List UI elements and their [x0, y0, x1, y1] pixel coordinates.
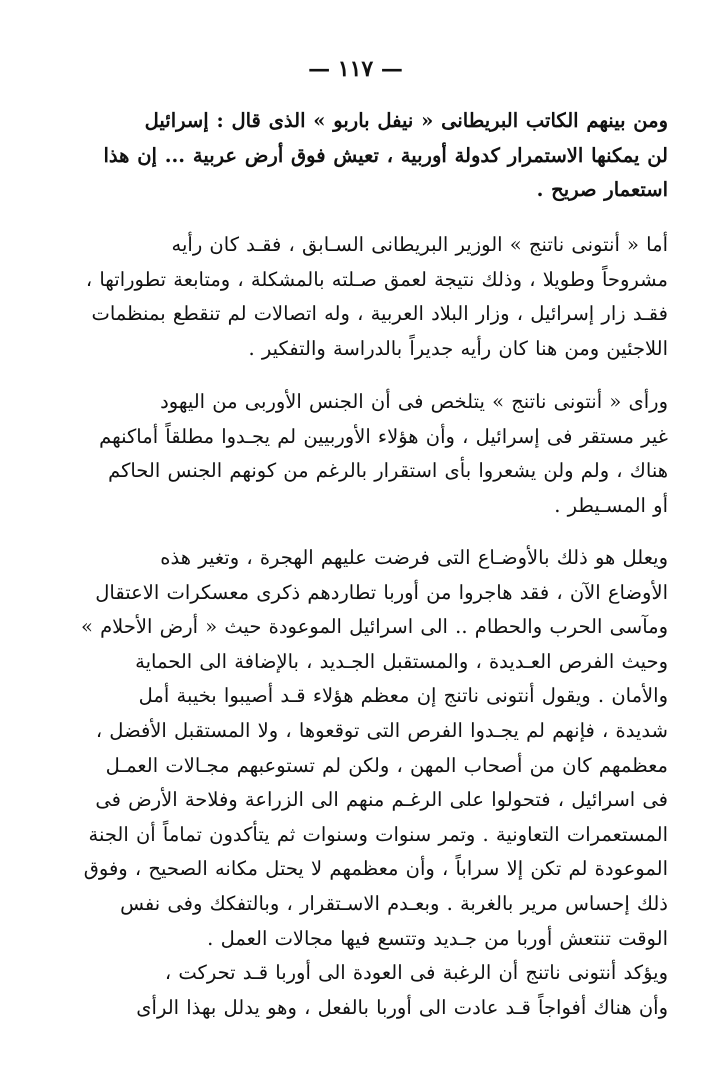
text-line: فى اسرائيل ، فتحولوا على الرغـم منهم الى الزراعة وفلاحة الأرض فى: [95, 788, 668, 812]
text-line: ويعلل هو ذلك بالأوضـاع التى فرضت عليهم الهجرة ، وتغير هذه: [160, 546, 668, 569]
paragraph-3: [40, 385, 668, 523]
text-line: ومآسى الحرب والحطام .. الى اسرائيل الموعودة حيث « أرض الأحلام »: [80, 615, 668, 639]
text-line: أو المسـيطر .: [554, 493, 668, 517]
paragraph-2: [40, 228, 668, 366]
text-line: معظمهم كان من أصحاب المهن ، ولكن لم تستوعبهم مجـالات العمـل: [105, 753, 668, 777]
paragraph-1: [40, 104, 668, 208]
text-line: اللاجئين ومن هنا كان رأيه جديراً بالدراسة والتفكير .: [248, 336, 668, 360]
text-line: ورأى « أنتونى ناتنج » يتلخص فى أن الجنس الأوربى من اليهود: [160, 390, 668, 413]
text-line: ويؤكد أنتونى ناتنج أن الرغبة فى العودة الى أوربا قـد تحركت ،: [164, 961, 668, 984]
page-number: — ١١٧ —: [308, 56, 403, 82]
text-line: الموعودة لم تكن إلا سراباً ، وأن معظمهم لا يحتل مكانه الصحيح ، وفوق: [83, 857, 668, 881]
text-line: فقـد زار إسرائيل ، وزار البلاد العربية ، وله اتصالات لم تنقطع بمنظمات: [91, 302, 668, 326]
text-line: المستعمرات التعاونية . وتمر سنوات وسنوات ثم يتأكدون تماماً أن الجنة: [88, 822, 668, 846]
text-line: والأمان . ويقول أنتونى ناتنج إن معظم هؤلاء قـد أصيبوا بخيبة أمل: [138, 684, 668, 708]
text-line: شديدة ، فإنهم لم يجـدوا الفرص التى توقعوها ، ولا المستقبل الأفضل ،: [95, 718, 668, 742]
text-line: ومن بينهم الكاتب البريطانى « نيفل باربو » الذى قال : إسرائيل: [144, 109, 668, 132]
paragraph-4: [40, 541, 668, 956]
text-line: لن يمكنها الاستمرار كدولة أوربية ، تعيش فوق أرض عربية ... إن هذا: [103, 143, 668, 167]
text-line: الأوضاع الآن ، فقد هاجروا من أوربا تطاردهم ذكرى معسكرات الاعتقال: [95, 580, 668, 604]
text-line: مشروحاً وطويلا ، وذلك نتيجة لعمق صـلته بالمشكلة ، ومتابعة تطوراتها ،: [85, 267, 668, 291]
paragraph-5: [40, 956, 668, 1025]
text-line: أما « أنتونى ناتنج » الوزير البريطانى السـابق ، فقـد كان رأيه: [171, 233, 668, 256]
text-line: وحيث الفرص العـديدة ، والمستقبل الجـديد ، بالإضافة الى الحماية: [135, 649, 668, 673]
text-line: ذلك إحساس مرير بالغربة . وبعـدم الاسـتقرار ، وبالتفكك وفى نفس: [120, 891, 668, 915]
text-line: هناك ، ولم ولن يشعروا بأى استقرار بالرغم من كونهم الجنس الحاكم: [108, 459, 668, 483]
text-line: غير مستقر فى إسرائيل ، وأن هؤلاء الأوربيين لم يجـدوا مطلقاً أماكنهم: [99, 424, 668, 448]
text-line: استعمار صريح .: [536, 178, 668, 202]
text-line: الوقت تنتعش أوربا من جـديد وتتسع فيها مجالات العمل .: [207, 926, 668, 950]
text-line: وأن هناك أفواجاً قـد عادت الى أوربا بالفعل ، وهو يدلل بهذا الرأى: [136, 995, 668, 1019]
